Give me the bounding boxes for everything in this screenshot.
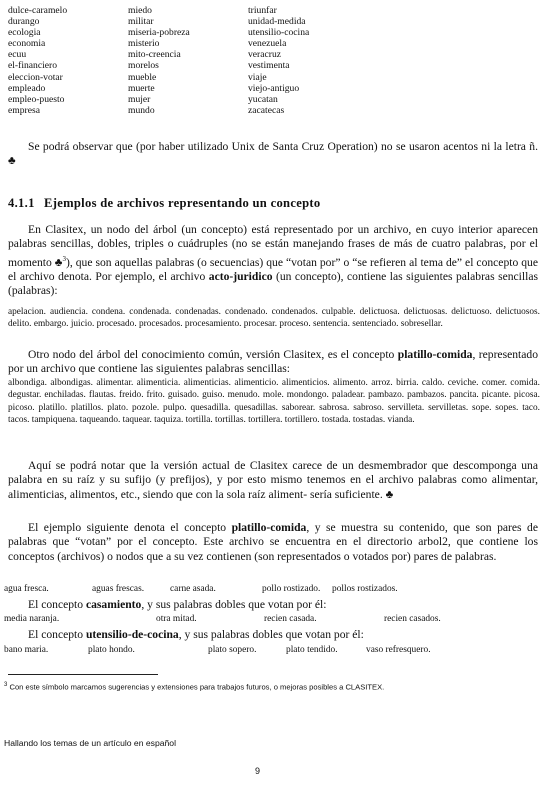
concept-term: platillo-comida [397, 348, 473, 361]
concept-word: utensilio-cocina [248, 27, 310, 39]
concept-term: acto-juridico [208, 269, 273, 283]
text-run: En Clasitex, un nodo del árbol (un concepto) está representado por un archivo, en cuyo interior aparecen palabras sencillas, dobles, triples o cuádruples (no se están manejando frases de más de cuatro palabras, por el momento ♣ [8, 223, 538, 269]
word-column [248, 5, 309, 116]
concept-word: militar [128, 16, 154, 28]
paragraph-6 [8, 628, 538, 642]
concept-word: unidad-medida [248, 16, 306, 28]
concept-word: miedo [128, 5, 152, 16]
word-column [128, 5, 190, 116]
concept-word: empleado [8, 82, 46, 94]
word-list-acto-juridico: apelacion. audiencia. condena. condenada. condenadas. condenado. condenados. culpable. delictuosa. delictuosas. delictuoso. delictuosos. delito. embargo. juicio. procesado. procesados. procesamiento. procesar. proceso. sentencia. sentenciado. sobresellar. [8, 307, 540, 330]
concept-word: economia [8, 38, 46, 50]
concept-word: empleo-puesto [8, 93, 65, 105]
paragraph-5 [8, 598, 538, 612]
concept-word: dulce-caramelo [8, 5, 68, 16]
concept-word: empresa [8, 104, 40, 116]
concept-word: zacatecas [248, 104, 285, 116]
concept-word: misterio [128, 38, 160, 50]
text-run: El concepto [28, 598, 86, 611]
text-run: ), que son aquellas palabras (o secuencias) que “votan por” o “se refieren al tema de” el concepto que el archivo denota. Por ejemplo, el archivo [8, 255, 538, 283]
word-pair: plato hondo. [88, 645, 135, 655]
text-run: El ejemplo siguiente denota el concepto [28, 521, 232, 534]
running-footer: Hallando los temas de un artículo en español [4, 738, 176, 748]
word-pair: plato tendido. [286, 645, 338, 655]
concept-word: triunfar [248, 5, 277, 16]
word-pair: otra mitad. [156, 614, 197, 624]
text-run: El concepto [28, 628, 86, 641]
footnote-mark: 3 [4, 682, 8, 688]
word-list-platillo-comida: albondiga. albondigas. alimentar. alimenticia. alimenticias. alimenticio. alimenticios. alimento. arroz. birria. caldo. ceviche. comer. comida. degustar. enchiladas. flautas. freido. frito. guisado. guiso. menudo. mole. mondongo. paladear. pambazo. pambazos. pancita. picante. picosa. picoso. platillo. platillos. plato. pozole. pulpo. quesadilla. quesadillas. saborear. sabrosa. sabroso. servilleta. servilletas. sope. sopes. taco. tacos. tampiquena. taqueando. taquear. taquiza. tortilla. tortillas. tortillera. tortillero. tostada. tostadas. vianda. [8, 378, 540, 426]
footnote-text: Con este símbolo marcamos sugerencias y extensiones para trabajos futuros, o mejoras posibles a CLASITEX. [9, 682, 385, 692]
pairs-utensilio-de-cocina [4, 645, 544, 657]
concept-word: viaje [248, 71, 267, 83]
concept-word: mundo [128, 104, 155, 116]
concept-word: mito-creencia [128, 49, 181, 61]
word-column [8, 5, 67, 116]
concept-word: morelos [128, 60, 159, 72]
text-run: , y sus palabras dobles que votan por él: [141, 598, 327, 611]
word-pair: recien casados. [384, 614, 441, 624]
concept-word: el-financiero [8, 60, 58, 72]
section-heading [8, 196, 538, 211]
text-run: Otro nodo del árbol del conocimiento común, versión Clasitex, es el concepto [28, 348, 398, 361]
page-number: 9 [255, 766, 261, 776]
concept-word: ecuu [8, 49, 27, 61]
word-pair: recien casada. [264, 614, 317, 624]
word-pair: plato sopero. [208, 645, 257, 655]
footnote [4, 682, 544, 692]
word-pair: bano maria. [4, 645, 49, 655]
word-pair: pollo rostizado. [262, 584, 321, 594]
concept-word: durango [8, 16, 40, 28]
section-title: Ejemplos de archivos representando un concepto [44, 196, 321, 210]
concept-word: mueble [128, 71, 157, 83]
word-pair: carne asada. [170, 584, 216, 594]
paragraph-1 [8, 223, 538, 298]
text-run: , representado por un archivo que contiene las siguientes palabras sencillas: [8, 348, 538, 376]
concept-term: utensilio-de-cocina [85, 628, 179, 641]
pairs-platillo-comida [4, 584, 544, 596]
concept-word: ecologia [8, 27, 41, 39]
concept-word: veracruz [248, 49, 282, 61]
accents-note: Se podrá observar que (por haber utilizado Unix de Santa Cruz Operation) no se usaron acentos ni la letra ñ. ♣ [8, 140, 538, 168]
concept-word: muerte [128, 82, 155, 94]
concept-word: vestimenta [248, 60, 290, 72]
footnote-divider [8, 674, 158, 675]
word-pair: agua fresca. [4, 584, 49, 594]
word-pair: aguas frescas. [92, 584, 145, 594]
text-run: , y se muestra su contenido, que son pares de palabras que “votan” por el concepto. Este archivo se encuentra en el directorio arbol2, que contiene los conceptos (archivos) o nodos que a su vez contienen (son representados o votados por) pares de palabras. [8, 521, 538, 563]
paragraph-2 [8, 348, 538, 377]
concept-word-columns [8, 5, 388, 135]
paragraph-4 [8, 521, 538, 564]
word-pair: vaso refresquero. [366, 645, 431, 655]
concept-word: yucatan [248, 93, 278, 105]
footnote-reference: 3 [62, 254, 66, 263]
concept-word: viejo-antiguo [248, 82, 300, 94]
word-pair: pollos rostizados. [332, 584, 398, 594]
text-run: , y sus palabras dobles que votan por él: [178, 628, 364, 641]
concept-term: casamiento [85, 598, 142, 611]
concept-word: miseria-pobreza [128, 27, 190, 39]
section-number: 4.1.1 [8, 196, 35, 210]
pairs-casamiento [4, 614, 544, 626]
concept-word: mujer [128, 93, 151, 105]
paragraph-3: Aquí se podrá notar que la versión actual de Clasitex carece de un desmembrador que descomponga una palabra en su raíz y su sufijo (y prefijos), y por esto mismo tenemos en el archivo palabras como alimentar, alimenticias, alimentos, etc., siendo que con la sola raíz aliment- sería suficiente. ♣ [8, 459, 538, 501]
word-pair: media naranja. [4, 614, 60, 624]
concept-word: eleccion-votar [8, 71, 63, 83]
concept-term: platillo-comida [231, 521, 307, 534]
concept-word: venezuela [248, 38, 287, 50]
text-run: (un concepto), contiene las siguientes palabras sencillas (palabras): [8, 269, 538, 298]
